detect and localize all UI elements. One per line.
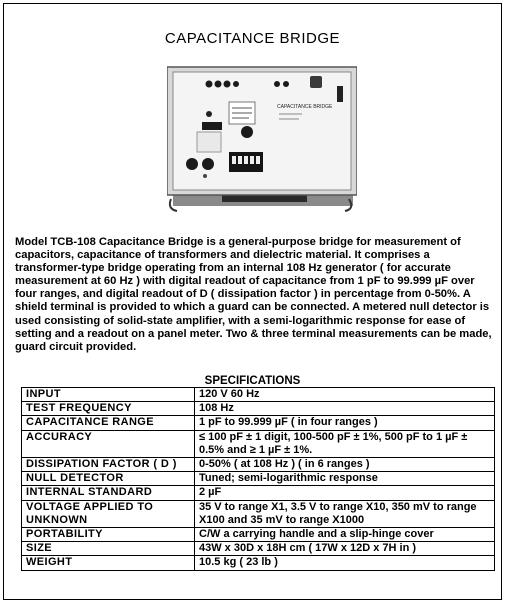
table-row [22,542,495,556]
spec-label: TEST FREQUENCY [22,402,195,416]
device-panel-name: CAPACITANCE BRIDGE [277,104,333,110]
spec-label: ACCURACY [22,430,195,457]
spec-label: INPUT [22,388,195,402]
spec-value: ≤ 100 pF ± 1 digit, 100-500 pF ± 1%, 500 pF to 1 µF ± 0.5% and ≥ 1 µF ± 1%. [195,430,495,457]
table-row [22,472,495,486]
table-row [22,416,495,430]
spec-label: INTERNAL STANDARD [22,486,195,500]
device-photo [167,64,357,216]
spec-label: SIZE [22,542,195,556]
specifications-heading: SPECIFICATIONS [204,375,301,387]
spec-label: PORTABILITY [22,528,195,542]
spec-value: 2 µF [195,486,495,500]
spec-value: Tuned; semi-logarithmic response [195,472,495,486]
spec-label: VOLTAGE APPLIED TO UNKNOWN [22,500,195,527]
product-description: Model TCB-108 Capacitance Bridge is a general-purpose bridge for measurement of capacitors, capacitance of transformers and dielectric material. It comprises a transformer-type bridge operating from an internal 108 Hz generator ( for accurate measurement at 60 Hz ) with digital readout of capacitance from 1 pF to 99.999 µF over four ranges, and digital readout of D ( dissipation factor ) in percentage from 0-50%. A shield terminal is provided to which a guard can be connected. A metered null detector is used consisting of solid-state amplifier, with a semi-logarithmic response for ease of setting and a readout on a panel meter. Two & three terminal measurements can be made, guard circuit provided. [15,236,492,353]
table-row [22,402,495,416]
spec-label: CAPACITANCE RANGE [22,416,195,430]
page-title: CAPACITANCE BRIDGE [164,30,341,47]
spec-label: NULL DETECTOR [22,472,195,486]
table-row [22,388,495,402]
spec-value: 35 V to range X1, 3.5 V to range X10, 350 mV to range X100 and 35 mV to range X1000 [195,500,495,527]
table-row [22,430,495,457]
specifications-table [21,387,495,571]
table-row [22,556,495,570]
spec-label: WEIGHT [22,556,195,570]
spec-value: 108 Hz [195,402,495,416]
spec-value: 120 V 60 Hz [195,388,495,402]
datasheet-page [3,3,502,600]
table-row [22,528,495,542]
table-row [22,486,495,500]
spec-value: 10.5 kg ( 23 lb ) [195,556,495,570]
spec-label: DISSIPATION FACTOR ( D ) [22,458,195,472]
spec-value: 1 pF to 99.999 µF ( in four ranges ) [195,416,495,430]
table-row [22,458,495,472]
spec-value: C/W a carrying handle and a slip-hinge cover [195,528,495,542]
spec-value: 0-50% ( at 108 Hz ) ( in 6 ranges ) [195,458,495,472]
table-row [22,500,495,527]
spec-value: 43W x 30D x 18H cm ( 17W x 12D x 7H in ) [195,542,495,556]
